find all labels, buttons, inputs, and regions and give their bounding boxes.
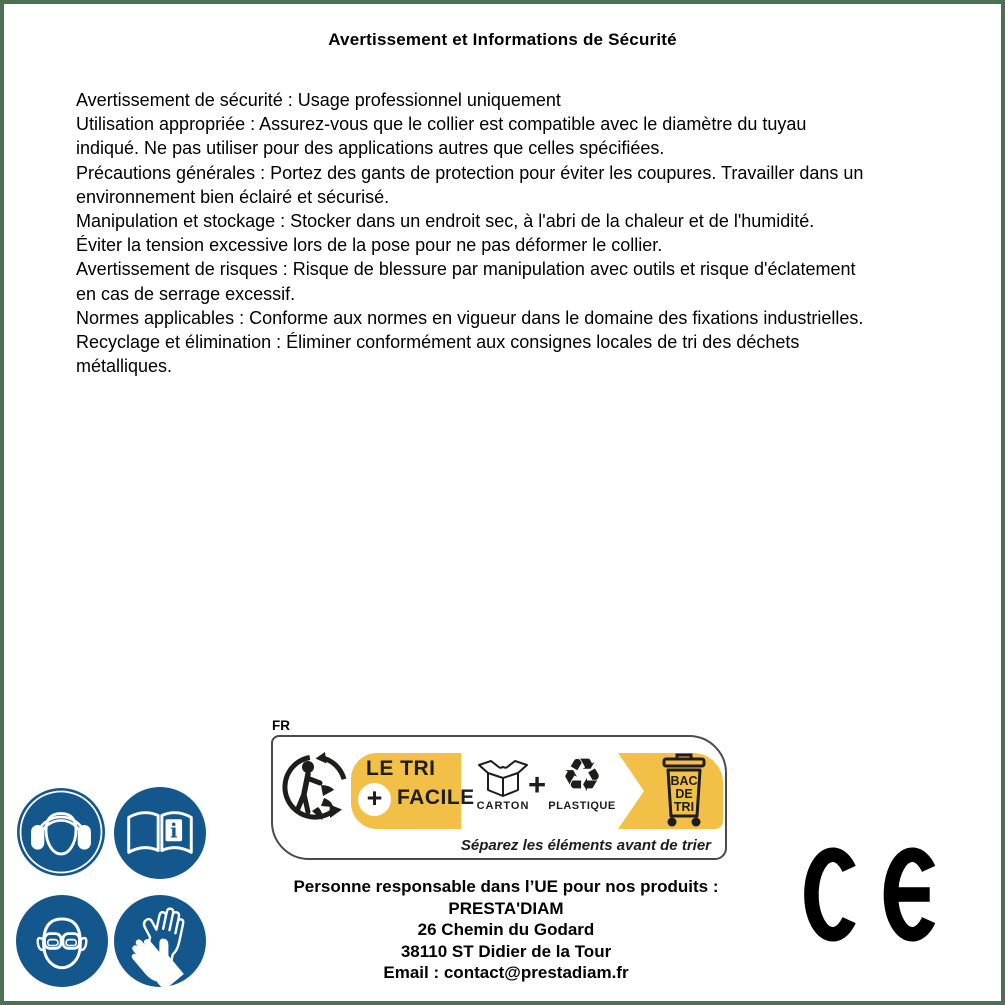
safety-text-line: Normes applicables : Conforme aux normes en vigueur dans le domaine des fixations industrielles. [76,307,864,328]
plastique-label: PLASTIQUE [548,800,616,812]
wear-eye-protection-icon [16,895,108,987]
safety-text-block [76,88,966,378]
fr-country-label: FR [272,718,290,733]
safety-text-line: Éviter la tension excessive lors de la pose pour ne pas déformer le collier. [76,235,663,256]
safety-text-line: Avertissement de risques : Risque de blessure par manipulation avec outils et risque d'éclatement [76,259,856,280]
wear-gloves-icon [114,895,206,987]
safety-text-line: métalliques. [76,356,173,377]
le-tri-label: LE TRI [366,757,436,780]
responsible-line: Personne responsable dans l’UE pour nos produits : [293,877,719,896]
carton-box-icon [478,757,528,806]
info-tri-box [271,735,727,860]
safety-text-line: en cas de serrage excessif. [76,283,296,304]
read-manual-icon [114,787,206,879]
materials-plus-sign: + [527,767,547,802]
ce-marking-icon [803,846,940,948]
facile-label: FACILE [397,786,475,809]
safety-text-line: environnement bien éclairé et sécurisé. [76,186,390,207]
safety-text-line: Utilisation appropriée : Assurez-vous que le collier est compatible avec le diamètre du tuyau [76,114,807,135]
safety-text-line: Avertissement de sécurité : Usage professionnel uniquement [76,90,561,110]
bin-text-line: TRI [673,800,695,814]
safety-text-line: Précautions générales : Portez des gants de protection pour éviter les coupures. Travailler dans un [76,162,864,183]
sorting-bin-icon [659,751,709,834]
info-symbol: i [170,819,178,843]
responsible-person-block [262,876,750,984]
recycling-triangle-icon: ♻ [561,749,603,801]
address-line: 26 Chemin du Godard [417,920,595,939]
contact-email: Email : contact@prestadiam.fr [383,963,629,982]
safety-text-line: indiqué. Ne pas utiliser pour des applications autres que celles spécifiées. [76,138,665,159]
safety-text-line: Recyclage et élimination : Éliminer conformément aux consignes locales de tri des déchets [76,332,800,353]
tri-tagline: Séparez les éléments avant de trier [460,837,711,854]
bin-text-line: DE [675,787,693,801]
page-title: Avertissement et Informations de Sécurité [328,30,677,49]
company-name: PRESTA'DIAM [448,898,564,918]
address-line: 38110 ST Didier de la Tour [400,941,612,961]
triman-logo-icon [282,747,348,844]
bin-text-line: BAC [670,774,698,788]
wear-ear-protection-icon [17,788,105,876]
carton-label: CARTON [476,800,530,812]
safety-text-line: Manipulation et stockage : Stocker dans un endroit sec, à l'abri de la chaleur et de l'humidité. [76,211,815,232]
plus-circle-icon: + [358,783,391,816]
